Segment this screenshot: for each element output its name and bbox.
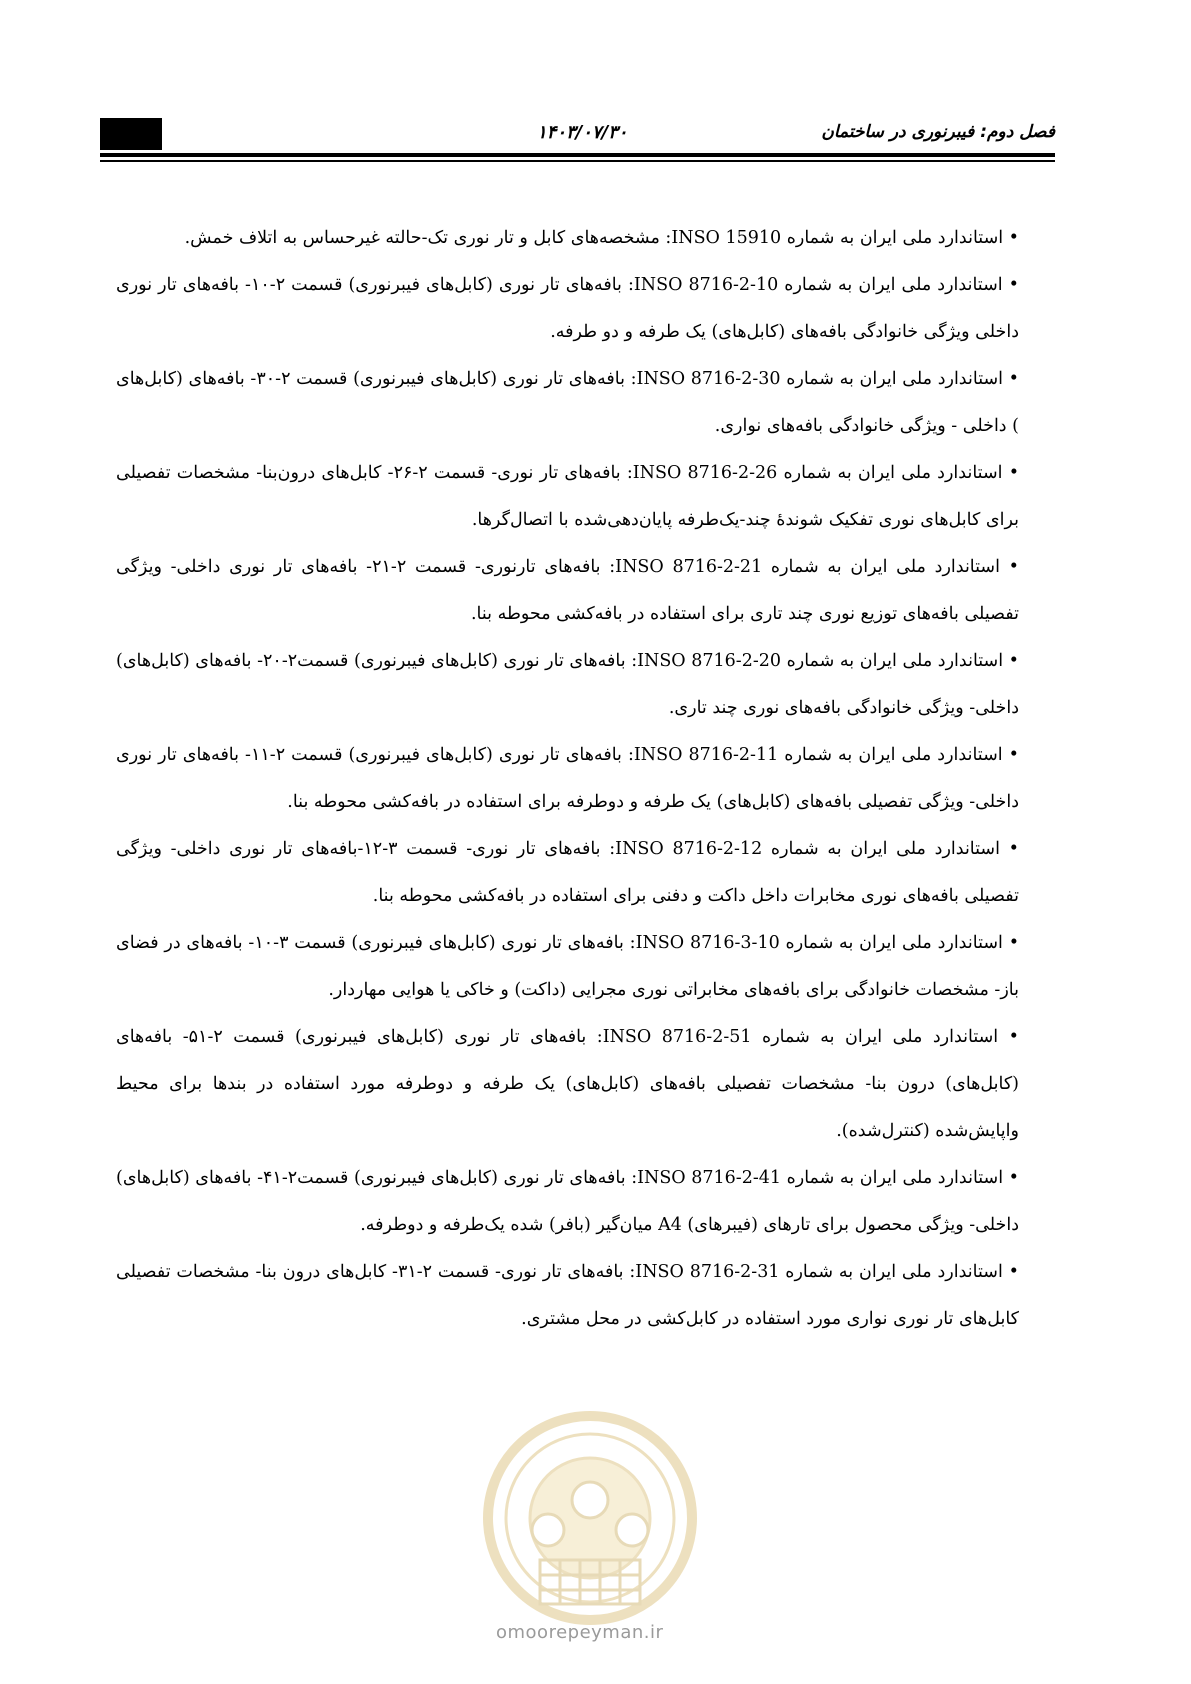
list-item: • استاندارد ملی ایران به شماره INSO 8716-2-41: بافه‌های تار نوری (کابل‌های فیبرنوری) قسمت۲-۴۱- بافه‌های (کابل‌های) داخلی- ویژگی محصول برای تارهای (فیبرهای) A4 میان‌گیر (بافر) شده یک‌طرفه و دوطرفه. — [116, 1155, 1019, 1249]
list-item: • استاندارد ملی ایران به شماره INSO 8716-2-10: بافه‌های تار نوری (کابل‌های فیبرنوری) قسمت ۲-۱۰- بافه‌های تار نوری داخلی ویژگی خانوادگی بافه‌های (کابل‌های) یک طرفه و دو طرفه. — [116, 262, 1019, 356]
list-item: • استاندارد ملی ایران به شماره INSO 8716-2-20: بافه‌های تار نوری (کابل‌های فیبرنوری) قسمت۲-۲۰- بافه‌های (کابل‌های) داخلی- ویژگی خانوادگی بافه‌های نوری چند تاری. — [116, 638, 1019, 732]
list-item: • استاندارد ملی ایران به شماره INSO 8716-2-31: بافه‌های تار نوری- قسمت ۲-۳۱- کابل‌های درون بنا- مشخصات تفصیلی کابل‌های تار نوری نواری مورد استفاده در کابل‌کشی در محل مشتری. — [116, 1249, 1019, 1343]
page-number-box — [100, 118, 162, 150]
list-item: • استاندارد ملی ایران به شماره INSO 8716-2-30: بافه‌های تار نوری (کابل‌های فیبرنوری) قسمت ۲-۳۰- بافه‌های (کابل‌های ) داخلی - ویژگی خانوادگی بافه‌های نواری. — [116, 356, 1019, 450]
header-date: ۱۴۰۳/۰۷/۳۰ — [537, 122, 628, 143]
list-item: • استاندارد ملی ایران به شماره INSO 8716-2-26: بافه‌های تار نوری- قسمت ۲-۲۶- کابل‌های درون‌بنا- مشخصات تفصیلی برای کابل‌های نوری تفکیک شوندهٔ چند-یک‌طرفه پایان‌دهی‌شده با اتصال‌گرها. — [116, 450, 1019, 544]
header-rule-thick — [100, 153, 1055, 157]
header-rule-thin — [100, 160, 1055, 162]
list-item: • استاندارد ملی ایران به شماره INSO 8716-2-12: بافه‌های تار نوری- قسمت ۳-۱۲-بافه‌های تار نوری داخلی- ویژگی تفصیلی بافه‌های نوری مخابرات داخل داکت و دفنی برای استفاده در بافه‌کشی محوطه بنا. — [116, 826, 1019, 920]
page-header — [100, 118, 1055, 154]
list-item: • استاندارد ملی ایران به شماره INSO 8716-3-10: بافه‌های تار نوری (کابل‌های فیبرنوری) قسمت ۳-۱۰- بافه‌های در فضای باز- مشخصات خانوادگی برای بافه‌های مخابراتی نوری مجرایی (داکت) و خاکی یا هوایی مهاردار. — [116, 920, 1019, 1014]
chapter-title: فصل دوم: فیبرنوری در ساختمان — [821, 122, 1055, 142]
watermark-site-label: omoorepeyman.ir — [496, 1622, 664, 1643]
list-item: • استاندارد ملی ایران به شماره INSO 8716-2-21: بافه‌های تارنوری- قسمت ۲-۲۱- بافه‌های تار نوری داخلی- ویژگی تفصیلی بافه‌های توزیع نوری چند تاری برای استفاده در بافه‌کشی محوطه بنا. — [116, 544, 1019, 638]
list-item: • استاندارد ملی ایران به شماره INSO 15910: مشخصه‌های کابل و تار نوری تک-حالته غیرحساس به اتلاف خمش. — [116, 215, 1019, 262]
list-item: • استاندارد ملی ایران به شماره INSO 8716-2-51: بافه‌های تار نوری (کابل‌های فیبرنوری) قسمت ۲-۵۱- بافه‌های (کابل‌های) درون بنا- مشخصات تفصیلی بافه‌های (کابل‌های) یک طرفه و دوطرفه مورد استفاده در بندها برای محیط واپایش‌شده (کنترل‌شده). — [116, 1014, 1019, 1155]
standards-list — [116, 215, 1019, 1343]
list-item: • استاندارد ملی ایران به شماره INSO 8716-2-11: بافه‌های تار نوری (کابل‌های فیبرنوری) قسمت ۲-۱۱- بافه‌های تار نوری داخلی- ویژگی تفصیلی بافه‌های (کابل‌های) یک طرفه و دوطرفه برای استفاده در بافه‌کشی محوطه بنا. — [116, 732, 1019, 826]
